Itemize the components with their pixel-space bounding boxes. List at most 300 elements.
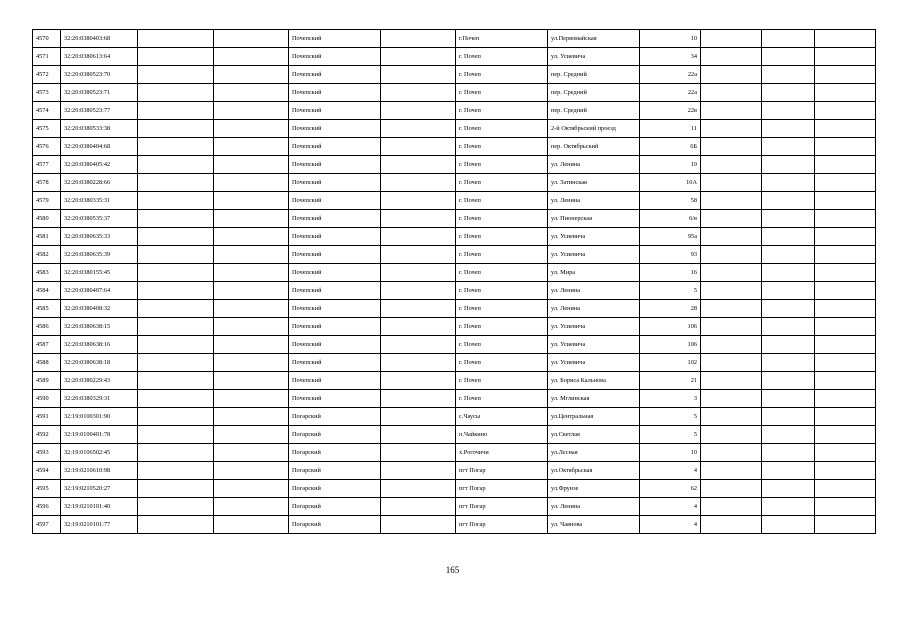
district-cell: Почепский [289,390,381,408]
blank-col-6-cell [381,390,456,408]
cadastral-number-cell: 32:20:0380613:64 [61,48,138,66]
blank-col-12-cell [815,84,876,102]
blank-col-10-cell [701,408,762,426]
settlement-cell: п.Чайкино [456,426,548,444]
blank-col-3-cell [138,48,214,66]
district-cell: Почепский [289,102,381,120]
cadastral-number-cell: 32:20:0380155:45 [61,264,138,282]
settlement-cell: г. Почеп [456,390,548,408]
row-number-cell: 4587 [33,336,61,354]
settlement-cell: г. Почеп [456,300,548,318]
blank-col-6-cell [381,354,456,372]
street-cell: ул. Ленина [548,192,640,210]
blank-col-6-cell [381,372,456,390]
blank-col-4-cell [214,480,289,498]
blank-col-6-cell [381,480,456,498]
street-cell: ул. Усиевича [548,336,640,354]
blank-col-6-cell [381,48,456,66]
cadastral-number-cell: 32:20:0380408:32 [61,300,138,318]
street-cell: 2-й Октябрьский проезд [548,120,640,138]
blank-col-11-cell [762,156,815,174]
blank-col-6-cell [381,282,456,300]
house-number-cell: 5 [640,408,701,426]
blank-col-3-cell [138,336,214,354]
blank-col-6-cell [381,30,456,48]
street-cell: ул.Светлая [548,426,640,444]
settlement-cell: г. Почеп [456,372,548,390]
cadastral-number-cell: 32:20:0380228:66 [61,174,138,192]
table-row [33,318,876,336]
blank-col-10-cell [701,192,762,210]
blank-col-4-cell [214,408,289,426]
blank-col-3-cell [138,480,214,498]
blank-col-12-cell [815,174,876,192]
blank-col-12-cell [815,372,876,390]
cadastral-number-cell: 32:20:0380405:42 [61,156,138,174]
blank-col-12-cell [815,426,876,444]
street-cell: ул. Мглинская [548,390,640,408]
house-number-cell: 4 [640,498,701,516]
table-row [33,354,876,372]
table-row [33,498,876,516]
district-cell: Почепский [289,138,381,156]
settlement-cell: г. Почеп [456,120,548,138]
house-number-cell: 10 [640,30,701,48]
settlement-cell: г. Почеп [456,174,548,192]
row-number-cell: 4582 [33,246,61,264]
house-number-cell: 4 [640,516,701,534]
house-number-cell: 106 [640,336,701,354]
district-cell: Погарский [289,462,381,480]
blank-col-6-cell [381,264,456,282]
table-row [33,192,876,210]
blank-col-6-cell [381,444,456,462]
cadastral-number-cell: 32:19:0100301:90 [61,408,138,426]
blank-col-10-cell [701,480,762,498]
settlement-cell: г.Почеп [456,30,548,48]
district-cell: Почепский [289,318,381,336]
blank-col-3-cell [138,120,214,138]
house-number-cell: 28 [640,300,701,318]
blank-col-10-cell [701,372,762,390]
street-cell: ул.Фрунзе [548,480,640,498]
settlement-cell: пгт Погар [456,498,548,516]
settlement-cell: г. Почеп [456,264,548,282]
blank-col-11-cell [762,390,815,408]
blank-col-4-cell [214,300,289,318]
blank-col-10-cell [701,156,762,174]
blank-col-4-cell [214,48,289,66]
settlement-cell: г. Почеп [456,156,548,174]
table-row [33,372,876,390]
street-cell: ул. Мира [548,264,640,282]
street-cell: ул. Усиевича [548,318,640,336]
house-number-cell: 4 [640,462,701,480]
blank-col-4-cell [214,264,289,282]
table-row [33,390,876,408]
settlement-cell: пгт Погар [456,462,548,480]
blank-col-11-cell [762,210,815,228]
cadastral-number-cell: 32:20:0380407:64 [61,282,138,300]
blank-col-6-cell [381,138,456,156]
street-cell: ул. Усиевича [548,228,640,246]
blank-col-3-cell [138,138,214,156]
cadastral-number-cell: 32:20:0380523:71 [61,84,138,102]
blank-col-12-cell [815,264,876,282]
table-row [33,210,876,228]
blank-col-3-cell [138,318,214,336]
district-cell: Почепский [289,192,381,210]
settlement-cell: г. Почеп [456,282,548,300]
blank-col-4-cell [214,246,289,264]
settlement-cell: г. Почеп [456,210,548,228]
row-number-cell: 4580 [33,210,61,228]
blank-col-10-cell [701,354,762,372]
street-cell: ул. Чаянова [548,516,640,534]
cadastral-number-cell: 32:20:0380329:31 [61,390,138,408]
house-number-cell: 3 [640,390,701,408]
blank-col-12-cell [815,498,876,516]
settlement-cell: г. Почеп [456,336,548,354]
house-number-cell: 106 [640,318,701,336]
blank-col-10-cell [701,426,762,444]
house-number-cell: 19 [640,156,701,174]
row-number-cell: 4583 [33,264,61,282]
house-number-cell: 5 [640,282,701,300]
table-row [33,228,876,246]
blank-col-3-cell [138,300,214,318]
house-number-cell: 21 [640,372,701,390]
street-cell: ул. Ленина [548,156,640,174]
blank-col-11-cell [762,516,815,534]
district-cell: Почепский [289,264,381,282]
blank-col-3-cell [138,228,214,246]
cadastral-number-cell: 32:20:0380638:18 [61,354,138,372]
blank-col-10-cell [701,228,762,246]
row-number-cell: 4571 [33,48,61,66]
blank-col-6-cell [381,336,456,354]
settlement-cell: пгт Погар [456,480,548,498]
table-row [33,516,876,534]
blank-col-11-cell [762,246,815,264]
blank-col-12-cell [815,336,876,354]
row-number-cell: 4576 [33,138,61,156]
blank-col-4-cell [214,516,289,534]
house-number-cell: 93 [640,246,701,264]
table-row [33,480,876,498]
house-number-cell: 6/в [640,210,701,228]
row-number-cell: 4597 [33,516,61,534]
blank-col-11-cell [762,174,815,192]
blank-col-11-cell [762,120,815,138]
district-cell: Почепский [289,120,381,138]
blank-col-3-cell [138,174,214,192]
cadastral-number-cell: 32:20:0380229:43 [61,372,138,390]
street-cell: пер. Средний [548,66,640,84]
blank-col-6-cell [381,498,456,516]
blank-col-12-cell [815,300,876,318]
district-cell: Почепский [289,66,381,84]
house-number-cell: 10 [640,444,701,462]
blank-col-4-cell [214,102,289,120]
blank-col-3-cell [138,102,214,120]
blank-col-11-cell [762,408,815,426]
table-row [33,174,876,192]
district-cell: Почепский [289,300,381,318]
cadastral-number-cell: 32:20:0380403:68 [61,30,138,48]
district-cell: Почепский [289,156,381,174]
blank-col-4-cell [214,138,289,156]
district-cell: Погарский [289,444,381,462]
blank-col-11-cell [762,300,815,318]
table-row [33,84,876,102]
street-cell: пер. Средний [548,84,640,102]
street-cell: пер. Октябрьский [548,138,640,156]
blank-col-3-cell [138,30,214,48]
house-number-cell: 22а [640,66,701,84]
district-cell: Погарский [289,516,381,534]
blank-col-10-cell [701,48,762,66]
blank-col-10-cell [701,30,762,48]
blank-col-6-cell [381,426,456,444]
blank-col-11-cell [762,336,815,354]
blank-col-11-cell [762,426,815,444]
cadastral-number-cell: 32:20:0380635:39 [61,246,138,264]
blank-col-6-cell [381,120,456,138]
cadastral-number-cell: 32:19:0210101:40 [61,498,138,516]
district-cell: Погарский [289,498,381,516]
settlement-cell: г. Почеп [456,102,548,120]
blank-col-4-cell [214,120,289,138]
row-number-cell: 4595 [33,480,61,498]
street-cell: ул. Затинская [548,174,640,192]
house-number-cell: 102 [640,354,701,372]
blank-col-12-cell [815,138,876,156]
blank-col-4-cell [214,498,289,516]
blank-col-3-cell [138,156,214,174]
row-number-cell: 4591 [33,408,61,426]
blank-col-10-cell [701,246,762,264]
table-row [33,30,876,48]
row-number-cell: 4594 [33,462,61,480]
blank-col-10-cell [701,84,762,102]
district-cell: Почепский [289,174,381,192]
blank-col-11-cell [762,264,815,282]
settlement-cell: г. Почеп [456,84,548,102]
district-cell: Почепский [289,30,381,48]
blank-col-10-cell [701,120,762,138]
row-number-cell: 4593 [33,444,61,462]
blank-col-3-cell [138,84,214,102]
blank-col-12-cell [815,228,876,246]
blank-col-12-cell [815,282,876,300]
blank-col-4-cell [214,390,289,408]
blank-col-11-cell [762,354,815,372]
district-cell: Почепский [289,372,381,390]
blank-col-12-cell [815,390,876,408]
blank-col-4-cell [214,336,289,354]
blank-col-3-cell [138,354,214,372]
blank-col-3-cell [138,408,214,426]
table-row [33,156,876,174]
cadastral-number-cell: 32:19:0106502:45 [61,444,138,462]
table-row [33,138,876,156]
row-number-cell: 4584 [33,282,61,300]
table-row [33,408,876,426]
blank-col-3-cell [138,210,214,228]
row-number-cell: 4578 [33,174,61,192]
blank-col-3-cell [138,264,214,282]
house-number-cell: 34 [640,48,701,66]
table-row [33,264,876,282]
street-cell: ул. Пионерская [548,210,640,228]
settlement-cell: г. Почеп [456,48,548,66]
district-cell: Погарский [289,480,381,498]
settlement-cell: пгт Погар [456,516,548,534]
house-number-cell: 10А [640,174,701,192]
blank-col-4-cell [214,84,289,102]
district-cell: Почепский [289,336,381,354]
blank-col-11-cell [762,30,815,48]
blank-col-10-cell [701,138,762,156]
blank-col-4-cell [214,174,289,192]
blank-col-11-cell [762,372,815,390]
street-cell: ул. Ленина [548,300,640,318]
blank-col-4-cell [214,66,289,84]
blank-col-11-cell [762,444,815,462]
blank-col-10-cell [701,174,762,192]
blank-col-4-cell [214,354,289,372]
blank-col-10-cell [701,462,762,480]
row-number-cell: 4596 [33,498,61,516]
blank-col-11-cell [762,102,815,120]
blank-col-3-cell [138,246,214,264]
cadastral-number-cell: 32:20:0380335:31 [61,192,138,210]
blank-col-12-cell [815,30,876,48]
blank-col-3-cell [138,390,214,408]
district-cell: Почепский [289,84,381,102]
blank-col-12-cell [815,156,876,174]
blank-col-11-cell [762,462,815,480]
blank-col-4-cell [214,426,289,444]
row-number-cell: 4577 [33,156,61,174]
blank-col-6-cell [381,66,456,84]
table-row [33,120,876,138]
street-cell: ул. Бориса Кальнова [548,372,640,390]
table-body [33,30,876,534]
blank-col-10-cell [701,318,762,336]
blank-col-4-cell [214,156,289,174]
blank-col-11-cell [762,66,815,84]
blank-col-10-cell [701,444,762,462]
blank-col-4-cell [214,30,289,48]
blank-col-6-cell [381,408,456,426]
blank-col-3-cell [138,192,214,210]
row-number-cell: 4588 [33,354,61,372]
blank-col-11-cell [762,498,815,516]
blank-col-11-cell [762,192,815,210]
settlement-cell: г. Почеп [456,246,548,264]
settlement-cell: г. Почеп [456,192,548,210]
house-number-cell: 95а [640,228,701,246]
street-cell: ул.Лесная [548,444,640,462]
table-row [33,66,876,84]
blank-col-4-cell [214,318,289,336]
blank-col-10-cell [701,66,762,84]
blank-col-12-cell [815,444,876,462]
blank-col-10-cell [701,498,762,516]
street-cell: пер. Средний [548,102,640,120]
settlement-cell: с.Чаусы [456,408,548,426]
blank-col-6-cell [381,462,456,480]
blank-col-10-cell [701,516,762,534]
blank-col-12-cell [815,408,876,426]
house-number-cell: 22в [640,102,701,120]
blank-col-12-cell [815,354,876,372]
district-cell: Почепский [289,282,381,300]
row-number-cell: 4585 [33,300,61,318]
table-row [33,462,876,480]
blank-col-6-cell [381,300,456,318]
blank-col-11-cell [762,282,815,300]
blank-col-6-cell [381,246,456,264]
blank-col-3-cell [138,426,214,444]
blank-col-12-cell [815,192,876,210]
table-row [33,48,876,66]
blank-col-4-cell [214,282,289,300]
table-row [33,102,876,120]
table-row [33,246,876,264]
blank-col-3-cell [138,462,214,480]
blank-col-12-cell [815,102,876,120]
row-number-cell: 4589 [33,372,61,390]
row-number-cell: 4586 [33,318,61,336]
blank-col-3-cell [138,498,214,516]
house-number-cell: 22а [640,84,701,102]
blank-col-6-cell [381,192,456,210]
district-cell: Почепский [289,354,381,372]
cadastral-number-cell: 32:19:0210101:77 [61,516,138,534]
blank-col-11-cell [762,138,815,156]
blank-col-4-cell [214,372,289,390]
table-row [33,282,876,300]
table-row [33,300,876,318]
page-number: 165 [445,565,460,575]
table-row [33,426,876,444]
blank-col-11-cell [762,480,815,498]
blank-col-4-cell [214,210,289,228]
street-cell: ул. Усиевича [548,48,640,66]
cadastral-number-cell: 32:20:0380638:15 [61,318,138,336]
district-cell: Почепский [289,246,381,264]
district-cell: Почепский [289,48,381,66]
street-cell: ул. Усиевича [548,246,640,264]
row-number-cell: 4575 [33,120,61,138]
blank-col-11-cell [762,48,815,66]
cadastral-number-cell: 32:20:0380404:68 [61,138,138,156]
row-number-cell: 4590 [33,390,61,408]
blank-col-12-cell [815,66,876,84]
cadastral-number-cell: 32:20:0380638:16 [61,336,138,354]
district-cell: Погарский [289,426,381,444]
settlement-cell: г. Почеп [456,228,548,246]
row-number-cell: 4579 [33,192,61,210]
blank-col-4-cell [214,192,289,210]
district-cell: Почепский [289,210,381,228]
settlement-cell: х.Рогочичи [456,444,548,462]
blank-col-12-cell [815,516,876,534]
blank-col-12-cell [815,120,876,138]
